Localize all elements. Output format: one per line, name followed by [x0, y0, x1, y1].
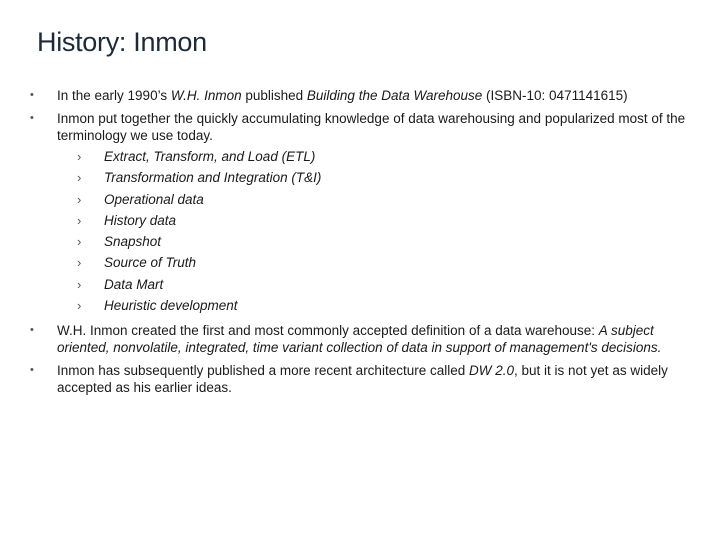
bullet-3-text: W.H. Inmon created the first and most commonly accepted definition of a data warehouse:: [57, 323, 599, 339]
chevron-right-icon: ›: [77, 149, 82, 164]
chevron-right-icon: ›: [77, 170, 82, 186]
list-item: › Operational data: [77, 189, 687, 210]
bullet-3: [27, 322, 687, 356]
list-item: › Data Mart: [77, 274, 687, 295]
chevron-right-icon: ›: [77, 276, 82, 292]
bullet-dot-icon: •: [30, 324, 34, 337]
bullet-4-text: Inmon has subsequently published a more recent architecture called: [57, 363, 469, 379]
terminology-list: [77, 146, 687, 316]
bullet-dot-icon: •: [30, 364, 34, 377]
chevron-right-icon: ›: [77, 234, 82, 250]
list-item: › History data: [77, 210, 687, 231]
list-item: › Transformation and Integration (T&I): [77, 167, 687, 188]
slide-body: [27, 87, 687, 402]
bullet-4: [27, 362, 687, 396]
bullet-1-text: In the early 1990’s: [57, 88, 171, 103]
chevron-right-icon: ›: [77, 212, 82, 228]
list-item: › Extract, Transform, and Load (ETL): [77, 146, 687, 167]
bullet-2: [27, 110, 687, 316]
bullet-dot-icon: •: [30, 89, 34, 101]
bullet-1-isbn: (ISBN-10: 0471141615): [482, 88, 628, 103]
bullet-dot-icon: •: [30, 112, 34, 124]
slide-title: History: Inmon: [37, 27, 207, 57]
data-warehouse-definition: A subject oriented, nonvolatile, integrated, time variant collection of data in support of management's decisions.: [57, 323, 662, 356]
chevron-right-icon: ›: [77, 255, 82, 271]
bullet-1-book-title: Building the Data Warehouse: [306, 88, 483, 103]
bullet-1-text-2: published: [241, 88, 307, 103]
dw2-term: DW 2.0: [469, 363, 515, 379]
list-item: › Snapshot: [77, 231, 687, 252]
bullet-2-text: Inmon put together the quickly accumulating knowledge of data warehousing and popularized most of the terminology we use today.: [57, 111, 686, 143]
list-item: › Heuristic development: [77, 295, 687, 316]
chevron-right-icon: ›: [77, 191, 82, 207]
bullet-1-author: W.H. Inmon: [170, 88, 242, 103]
list-item: › Source of Truth: [77, 252, 687, 273]
chevron-right-icon: ›: [77, 298, 82, 314]
bullet-1: [27, 87, 687, 104]
bullet-4-text-2: , but it is not yet as widely accepted as his earlier ideas.: [57, 363, 668, 396]
